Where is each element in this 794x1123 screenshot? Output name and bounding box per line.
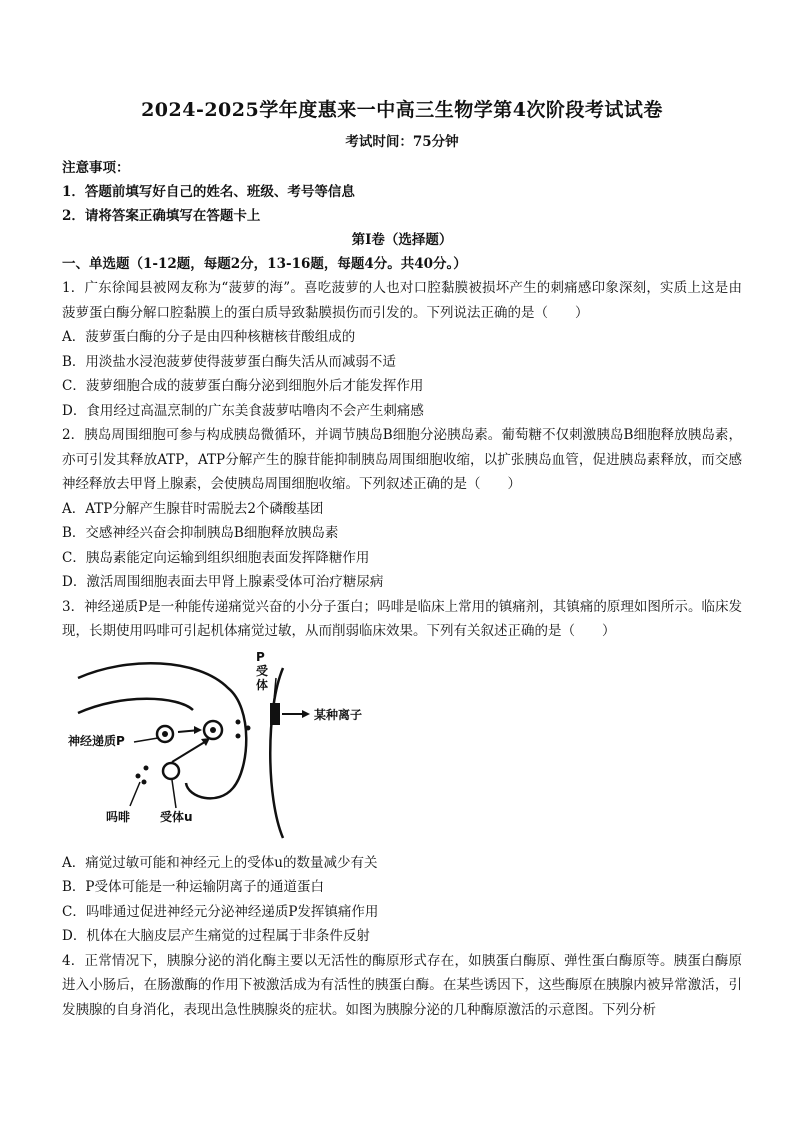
notice-item: 2．请将答案正确填写在答题卡上 [62,208,261,224]
option-b: B．交感神经兴奋会抑制胰岛B细胞释放胰岛素 [62,525,339,541]
label-line [172,780,176,808]
synapse-figure [68,648,368,843]
transmitter-label: 神经递质P [68,733,125,748]
receptor-u-label: 受体u [160,809,193,824]
part-title: 第Ⅰ卷（选择题） [351,232,453,248]
question-stem: 3．神经递质P是一种能传递痛觉兴奋的小分子蛋白；吗啡是临床上常用的镇痛剂，其镇痛的原理如图所示。临床发现，长期使用吗啡可引起机体痛觉过敏，从而削弱临床效果。下列有关叙述正确的是（ ） [62,598,742,639]
option-b: B．P受体可能是一种运输阴离子的通道蛋白 [62,879,325,895]
question-1 [62,276,742,423]
morphine-dot [144,765,149,770]
question-3 [62,595,742,949]
label-line [130,782,140,806]
axon-outline [78,698,193,712]
ion-label: 某种离子 [314,707,363,722]
transmitter-dot [236,719,241,724]
transmitter-dot [246,725,251,730]
exam-title: 2024-2025学年度惠来一中高三生物学第4次阶段考试试卷 [141,99,663,121]
exam-page [62,95,742,1022]
exam-time: 考试时间：75分钟 [345,134,459,150]
vesicle-core [210,727,216,733]
option-a: A．菠萝蛋白酶的分子是由四种核糖核苷酸组成的 [62,329,356,345]
question-stem: 4．正常情况下，胰腺分泌的消化酶主要以无活性的酶原形式存在，如胰蛋白酶原、弹性蛋白酶原等。胰蛋白酶原进入小肠后，在肠激酶的作用下被激活成为有活性的胰蛋白酶。在某些诱因下，这些酶原在胰腺内被异常激活，引发胰腺的自身消化，表现出急性胰腺炎的症状。如图为胰腺分泌的几种酶原激活的示意图。下列分析 [62,952,742,1018]
option-a: A．痛觉过敏可能和神经元上的受体u的数量减少有关 [62,854,378,871]
option-c: C．菠萝细胞合成的菠萝蛋白酶分泌到细胞外后才能发挥作用 [62,378,424,394]
p-receptor-channel [270,703,280,725]
transmitter-dot [236,733,241,738]
question-4 [62,949,742,1023]
option-d: D．机体在大脑皮层产生痛觉的过程属于非条件反射 [62,928,370,944]
receptor-u-shape [163,763,179,779]
notice-item: 1．答题前填写好自己的姓名、班级、考号等信息 [62,184,355,200]
morphine-dot [136,773,141,778]
arrowhead [194,726,202,734]
notice-heading: 注意事项： [62,160,130,176]
morphine-label: 吗啡 [106,809,131,824]
option-c: C．吗啡通过促进神经元分泌神经递质P发挥镇痛作用 [62,903,379,920]
label-line [134,738,158,742]
p-receptor-label: P受体 [256,649,269,692]
postsynaptic-membrane [270,668,283,838]
arrowhead [302,710,310,718]
option-d: D．食用经过高温烹制的广东美食菠萝咕噜肉不会产生刺痛感 [62,402,424,419]
question-stem: 2．胰岛周围细胞可参与构成胰岛微循环，并调节胰岛B细胞分泌胰岛素。葡萄糖不仅刺激胰岛B细胞释放胰岛素，亦可引发其释放ATP，ATP分解产生的腺苷能抑制胰岛周围细胞收缩，以扩张胰岛血管，促进胰岛素释放，而交感神经释放去甲肾上腺素，会使胰岛周围细胞收缩。下列叙述正确的是（ ） [62,427,742,492]
option-d: D．激活周围细胞表面去甲肾上腺素受体可治疗糖尿病 [62,574,384,590]
arrow [172,740,208,762]
option-a: A．ATP分解产生腺苷时需脱去2个磷酸基团 [62,500,324,517]
section-heading: 一、单选题（1-12题，每题2分，13-16题，每题4分。共40分。） [62,256,467,272]
option-b: B．用淡盐水浸泡菠萝使得菠萝蛋白酶失活从而减弱不适 [62,353,396,370]
vesicle-core [162,731,168,737]
arrowhead [201,738,210,746]
question-2 [62,423,742,595]
morphine-dot [142,779,147,784]
option-c: C．胰岛素能定向运输到组织细胞表面发挥降糖作用 [62,549,370,566]
question-stem: 1．广东徐闻县被网友称为“菠萝的海”。喜吃菠萝的人也对口腔黏膜被损坏产生的刺痛感印象深刻，实质上这是由菠萝蛋白酶分解口腔黏膜上的蛋白质导致黏膜损伤而引发的。下列说法正确的是（ ） [62,280,742,321]
